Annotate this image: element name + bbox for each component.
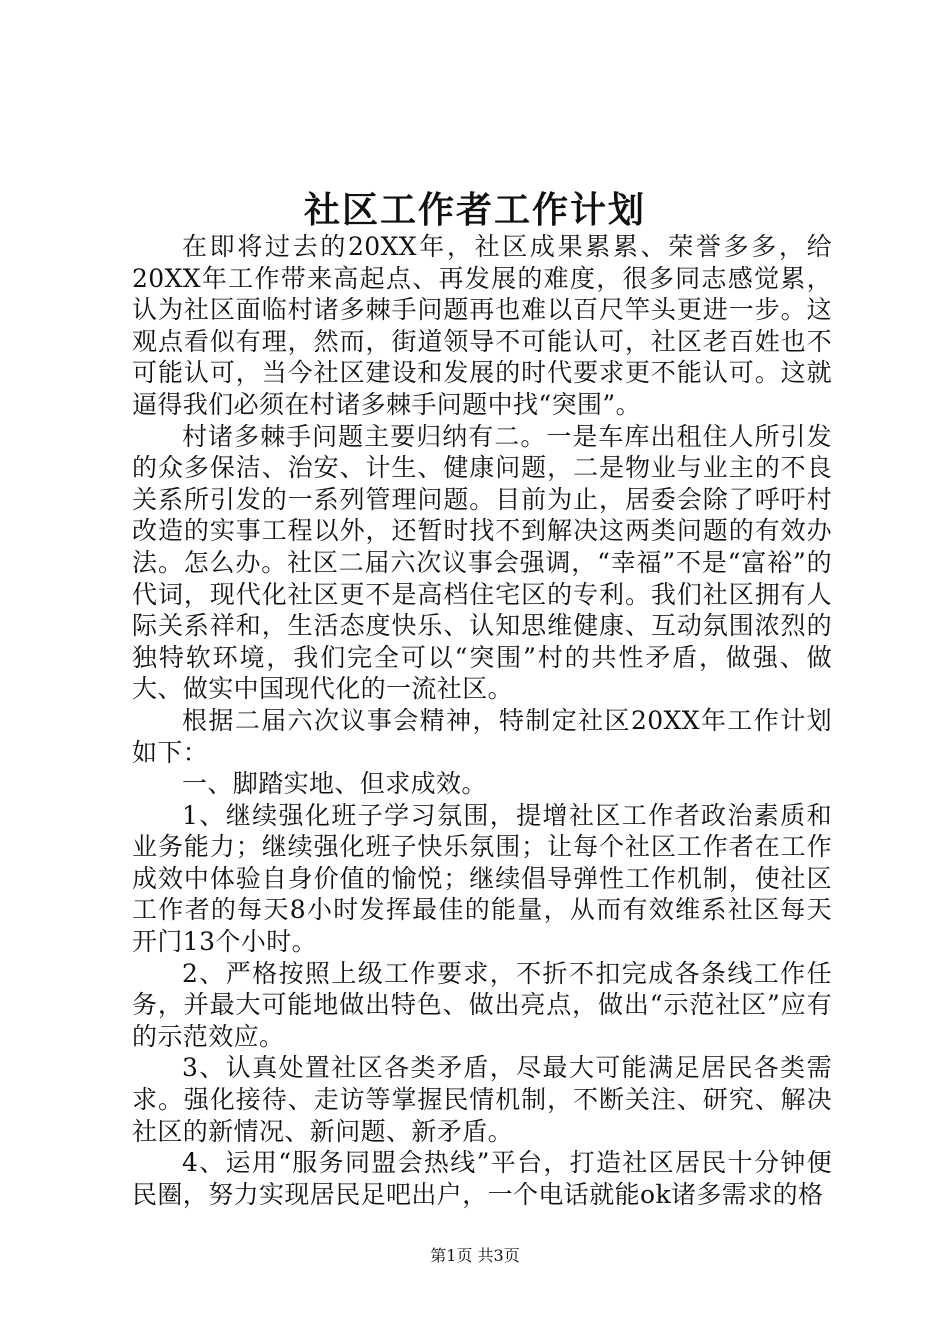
paragraph-intro: 在即将过去的20XX年，社区成果累累、荣誉多多，给20XX年工作带来高起点、再发展的难度，很多同志感觉累，认为社区面临村诸多棘手问题再也难以百尺竿头更进一步。这观点看似有理，然而，街道领导不可能认可，社区老百姓也不可能认可，当今社区建设和发展的时代要求更不能认可。这就逼得我们必须在村诸多棘手问题中找“突围”。	[132, 232, 832, 419]
paragraph-problems: 村诸多棘手问题主要归纳有二。一是车库出租住人所引发的众多保洁、治安、计生、健康问题，二是物业与业主的不良关系所引发的一系列管理问题。目前为止，居委会除了呼吁村改造的实事工程以外，还暂时找不到解决这两类问题的有效办法。怎么办。社区二届六次议事会强调，“幸福”不是“富裕”的代词，现代化社区更不是高档住宅区的专利。我们社区拥有人际关系祥和，生活态度快乐、认知思维健康、互动氛围浓烈的独特软环境，我们完全可以“突围”村的共性矛盾，做强、做大、做实中国现代化的一流社区。	[132, 421, 832, 704]
document-title: 社区工作者工作计划	[303, 189, 646, 231]
list-item-4: 4、运用“服务同盟会热线”平台，打造社区居民十分钟便民圈，努力实现居民足吧出户，一个电话就能ok诸多需求的格	[132, 1148, 832, 1209]
page-number-footer: 第1页 共3页	[430, 1246, 520, 1265]
paragraph-plan-intro: 根据二届六次议事会精神，特制定社区20XX年工作计划如下：	[132, 705, 832, 767]
list-item-1: 1、继续强化班子学习氛围，提增社区工作者政治素质和业务能力；继续强化班子快乐氛围；让每个社区工作者在工作成效中体验自身价值的愉悦；继续倡导弹性工作机制，使社区工作者的每天8小时发挥最佳的能量，从而有效维系社区每天开门13个小时。	[132, 800, 832, 957]
document-body	[132, 231, 832, 1210]
section-heading-1: 一、脚踏实地、但求成效。	[182, 769, 487, 799]
list-item-3: 3、认真处置社区各类矛盾，尽最大可能满足居民各类需求。强化接待、走访等掌握民情机制，不断关注、研究、解决社区的新情况、新问题、新矛盾。	[132, 1053, 832, 1146]
list-item-2: 2、严格按照上级工作要求，不折不扣完成各条线工作任务，并最大可能地做出特色、做出亮点，做出“示范社区”应有的示范效应。	[132, 958, 832, 1051]
